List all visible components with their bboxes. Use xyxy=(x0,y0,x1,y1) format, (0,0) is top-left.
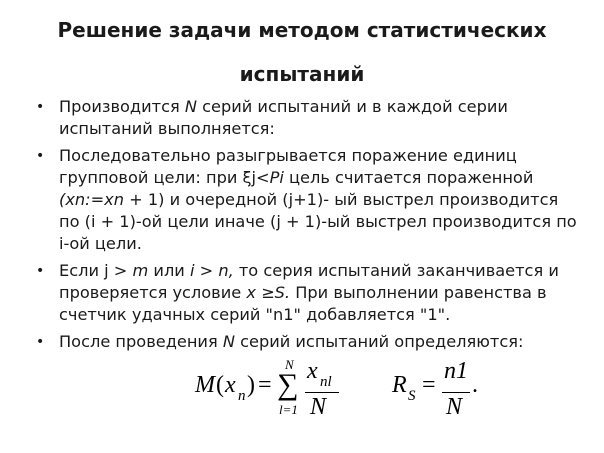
formula-m-symbol: M xyxy=(195,372,215,398)
formula-success-ratio xyxy=(392,356,482,426)
bullet-line: групповой цели: при ξj<Pi цель считается пораженной xyxy=(59,168,534,187)
bullet-line: i-ой цели. xyxy=(59,234,142,253)
bullet-line: испытаний выполняется: xyxy=(59,119,275,138)
sum-symbol: ∑ xyxy=(277,368,299,401)
formula-r-subscript: S xyxy=(408,388,416,404)
numerator-subscript: nl xyxy=(320,374,332,390)
bullet-item xyxy=(36,331,584,353)
bullet-line: Последовательно разыгрывается поражение единиц xyxy=(59,146,517,165)
formula-lparen: ( xyxy=(216,372,224,398)
slide-title-line-1: Решение задачи методом статистических xyxy=(57,18,547,42)
formula-x-symbol: x xyxy=(225,372,236,398)
fraction-denominator: N xyxy=(310,394,327,420)
formula-rparen: ) xyxy=(247,372,255,398)
fraction-numerator: n1 xyxy=(444,358,468,384)
bullet-dot-icon: • xyxy=(36,334,45,350)
sum-upper-limit: N xyxy=(285,357,294,372)
formula-x-subscript: n xyxy=(238,388,246,404)
bullet-line: (xn:=xn + 1) и очередной (j+1)- ый выстрел производится xyxy=(59,190,559,209)
bullet-dot-icon: • xyxy=(36,148,45,164)
bullet-dot-icon: • xyxy=(36,263,45,279)
bullet-line: Производится N серий испытаний и в каждой серии xyxy=(59,97,508,116)
formula-equals: = xyxy=(422,372,436,398)
bullet-list xyxy=(36,96,584,358)
bullet-line: После проведения N серий испытаний определяются: xyxy=(59,332,524,351)
formula-equals: = xyxy=(258,372,272,398)
formula-expected-value xyxy=(195,356,355,426)
formula-r-symbol: R xyxy=(392,372,407,398)
fraction-bar xyxy=(305,392,339,393)
slide-title-line-2: испытаний xyxy=(239,62,365,86)
bullet-line: счетчик удачных серий "n1" добавляется "1". xyxy=(59,305,451,324)
bullet-line: по (i + 1)-ой цели иначе (j + 1)-ый выстрел производится по xyxy=(59,212,577,231)
bullet-item xyxy=(36,96,584,140)
fraction-denominator: N xyxy=(446,394,463,420)
formula-period: . xyxy=(472,372,478,398)
bullet-item xyxy=(36,145,584,255)
fraction-numerator: x xyxy=(307,358,318,384)
fraction-bar xyxy=(442,392,470,393)
bullet-item xyxy=(36,260,584,326)
bullet-line: Если j > m или i > n, то серия испытаний заканчивается и xyxy=(59,261,559,280)
bullet-dot-icon: • xyxy=(36,99,45,115)
sum-lower-limit: l=1 xyxy=(279,402,298,417)
bullet-line: проверяется условие x ≥S. При выполнении равенства в xyxy=(59,283,547,302)
